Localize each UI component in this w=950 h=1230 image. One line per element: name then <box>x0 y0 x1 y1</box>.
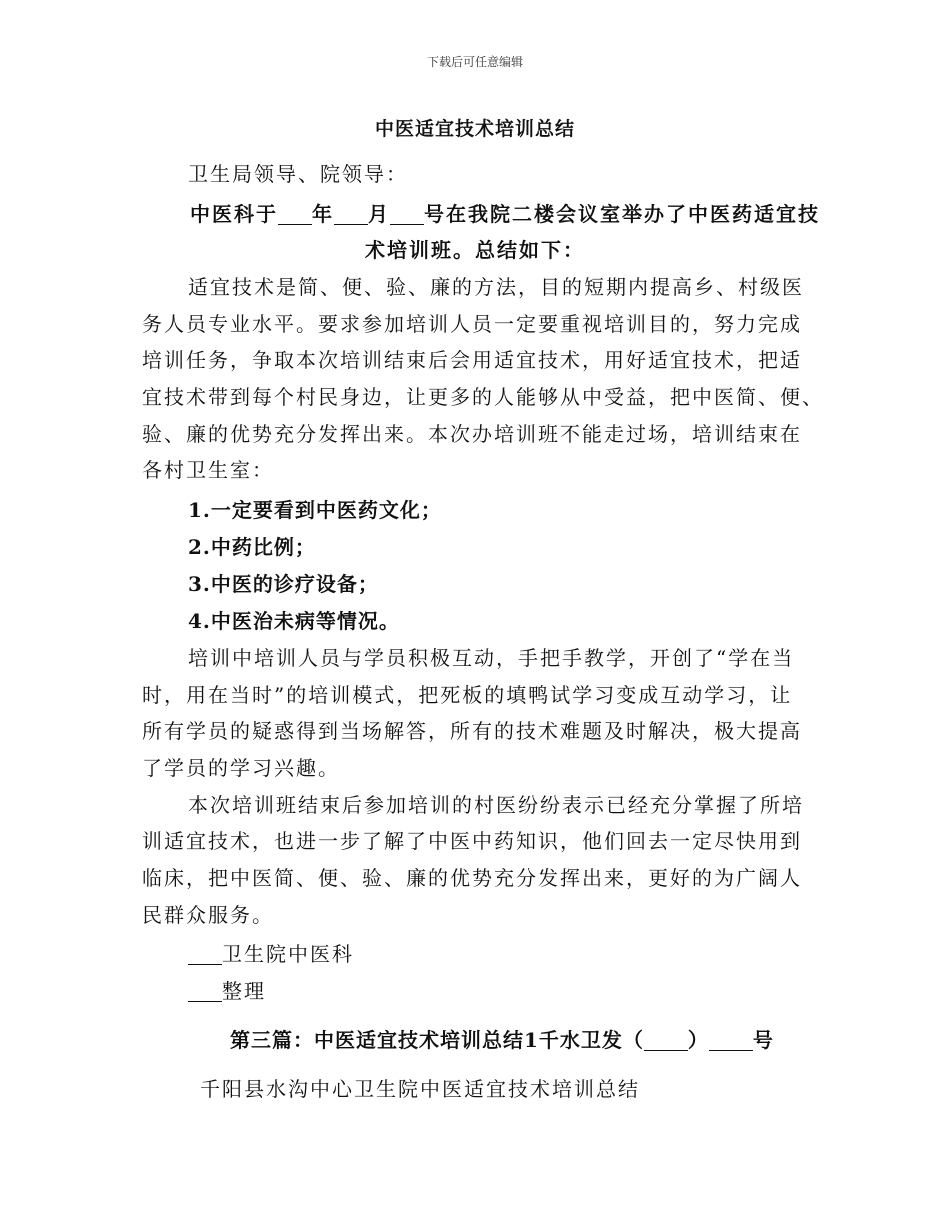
list-item: 4.中医治未病等情况。 <box>188 609 400 633</box>
section3-text-1: 第三篇：中医适宜技术培训总结1千水卫发（ <box>230 1028 644 1052</box>
para3-line: 本次培训班结束后参加培训的村医纷纷表示已经充分掌握了所培 <box>188 793 804 817</box>
para2-line: 了学员的学习兴趣。 <box>142 756 340 780</box>
blank-underline <box>390 204 424 225</box>
section3-heading <box>230 1026 950 1054</box>
signature-text: 整理 <box>222 979 266 1003</box>
intro-text-3: 月 <box>368 202 390 226</box>
para3-line: 民群众服务。 <box>142 903 274 927</box>
blank-underline <box>644 1030 688 1051</box>
para1-line: 务人员专业水平。要求参加培训人员一定要重视培训目的，努力完成 <box>142 312 802 336</box>
blank-underline <box>709 1030 753 1051</box>
list-item: 3.中医的诊疗设备； <box>188 572 379 596</box>
para1-line: 宜技术带到每个村民身边，让更多的人能够从中受益，把中医简、便、 <box>142 385 824 409</box>
para1-line: 适宜技术是简、便、验、廉的方法，目的短期内提高乡、村级医 <box>188 275 804 299</box>
list-item: 2.中药比例； <box>188 535 316 559</box>
para3-line: 临床，把中医简、便、验、廉的优势充分发挥出来，更好的为广阔人 <box>142 866 802 890</box>
para3-line: 训适宜技术，也进一步了解了中医中药知识，他们回去一定尽快用到 <box>142 829 802 853</box>
intro-text-2: 年 <box>312 202 334 226</box>
last-line: 千阳县水沟中心卫生院中医适宜技术培训总结 <box>200 1077 640 1101</box>
document-title: 中医适宜技术培训总结 <box>374 118 575 140</box>
blank-underline <box>188 981 222 1002</box>
intro-line-1 <box>190 200 950 228</box>
section3-text-3: 号 <box>752 1028 774 1052</box>
para2-line: 培训中培训人员与学员积极互动，手把手教学，开创了“学在当 <box>188 646 795 670</box>
para2-line: 所有学员的疑惑得到当场解答，所有的技术难题及时解决，极大提高 <box>142 719 802 743</box>
para1-line: 培训任务，争取本次培训结束后会用适宜技术，用好适宜技术，把适 <box>142 348 802 372</box>
section3-text-2: ） <box>687 1028 709 1052</box>
salutation: 卫生局领导、院领导： <box>188 162 408 186</box>
signature-text: 卫生院中医科 <box>222 942 354 966</box>
header-note: 下载后可任意编辑 <box>426 55 523 69</box>
blank-underline <box>334 204 368 225</box>
blank-underline <box>188 944 222 965</box>
list-item: 1.一定要看到中医药文化； <box>188 498 442 522</box>
signature-line-2 <box>188 977 950 1005</box>
intro-text-1: 中医科于 <box>190 202 278 226</box>
intro-line-2: 术培训班。总结如下： <box>365 238 585 262</box>
intro-text-4: 号在我院二楼会议室举办了中医药适宜技 <box>424 202 820 226</box>
blank-underline <box>278 204 312 225</box>
para2-line: 时，用在当时”的培训模式，把死板的填鸭试学习变成互动学习，让 <box>142 683 793 707</box>
para1-line: 各村卫生室： <box>142 458 274 482</box>
para1-line: 验、廉的优势充分发挥出来。本次办培训班不能走过场，培训结束在 <box>142 422 802 446</box>
signature-line-1 <box>188 940 950 968</box>
